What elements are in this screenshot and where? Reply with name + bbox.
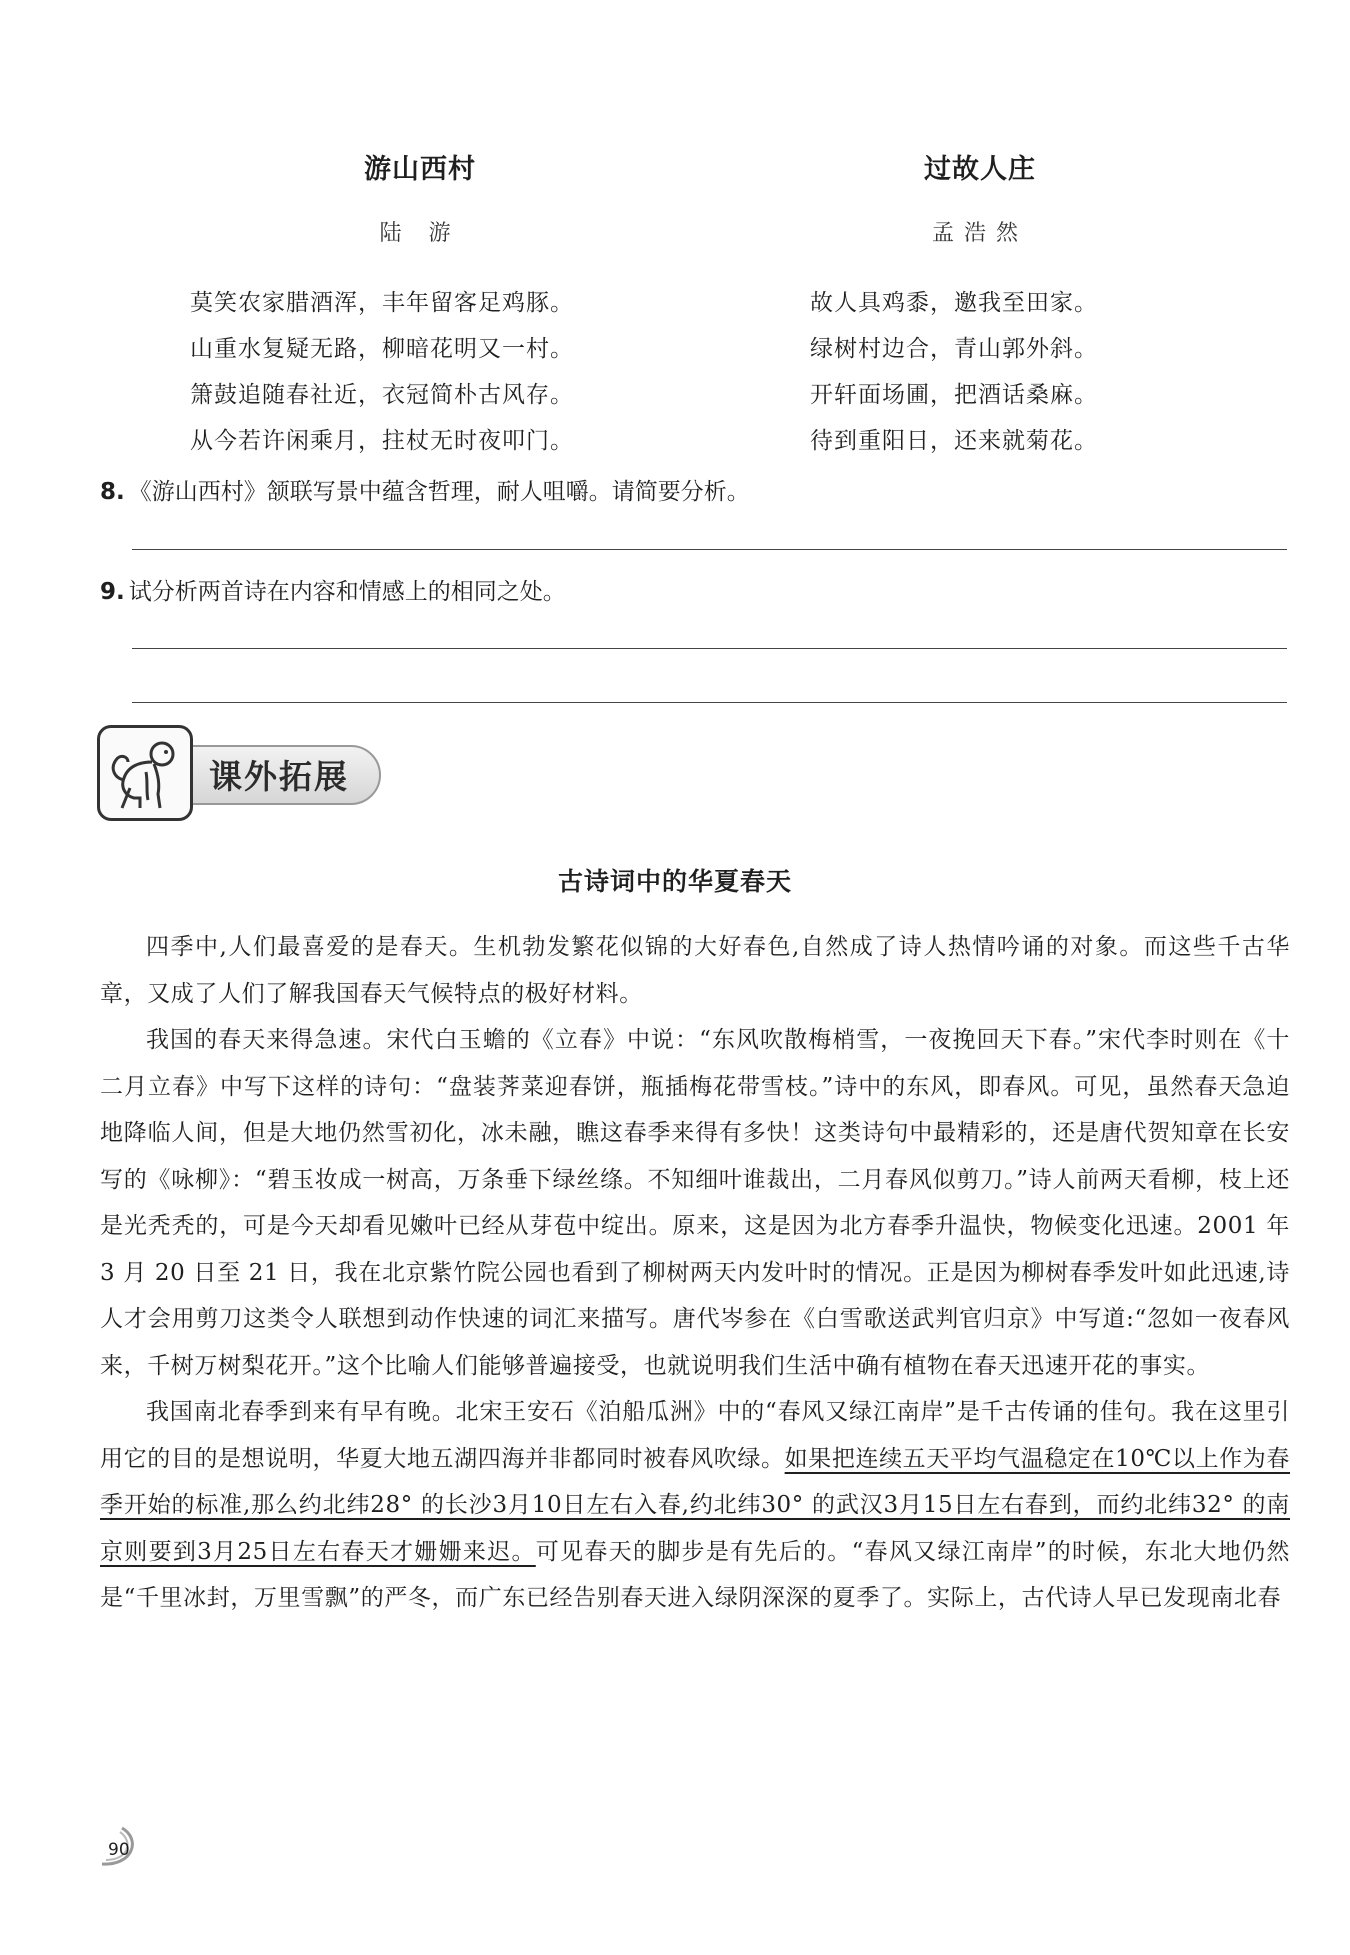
- section-banner: [97, 725, 387, 825]
- question-number: 9.: [100, 579, 125, 605]
- paragraph-text: 我国南北春季到来有早有晚。北宋王安石《泊船瓜洲》中的“春风又绿江南岸”是千古传诵的佳句。我在这里引用它的目的是想说明，华夏大地五湖四海并非都同时被春风吹绿。: [100, 1399, 1290, 1472]
- poem-lines: [190, 280, 650, 464]
- article-paragraph: 我国的春天来得急速。宋代白玉蟾的《立春》中说：“东风吹散梅梢雪，一夜挽回天下春。”宋代李时则在《十二月立春》中写下这样的诗句：“盘装荠菜迎春饼，瓶插梅花带雪枝。”诗中的东风，即春风。可见，虽然春天急迫地降临人间，但是大地仍然雪初化，冰未融，瞧这春季来得有多快！这类诗句中最精彩的，还是唐代贺知章在长安写的《咏柳》：“碧玉妆成一树高，万条垂下绿丝绦。不知细叶谁裁出，二月春风似剪刀。”诗人前两天看柳，枝上还是光秃秃的，可是今天却看见嫩叶已经从芽苞中绽出。原来，这是因为北方春季升温快，物候变化迅速。2001 年 3 月 20 日至 21 日，我在北京紫竹院公园也看到了柳树两天内发叶时的情况。正是因为柳树春季发叶如此迅速,诗人才会用剪刀这类令人联想到动作快速的词汇来描写。唐代岑参在《白雪歌送武判官归京》中写道:“忽如一夜春风来，千树万树梨花开。”这个比喻人们能够普遍接受，也就说明我们生活中确有植物在春天迅速开花的事实。: [100, 1027, 1290, 1379]
- paragraph-text: 可见春天的脚步是有先后的。“春风又绿江南岸”的时候，东北大地仍然是“千里冰封，万里雪飘”的严冬，而广东已经告别春天进入绿阴深深的夏季了。实际上，古代诗人早已发现南北春: [100, 1538, 1290, 1611]
- question-text: 《游山西村》颔联写景中蕴含哲理，耐人咀嚼。请简要分析。: [128, 479, 750, 505]
- monkey-icon: [97, 725, 193, 821]
- poem-title: 游山西村: [364, 154, 476, 185]
- poem-line: 箫鼓追随春社近，衣冠简朴古风存。: [190, 382, 574, 408]
- poem-title: 过故人庄: [924, 154, 1036, 185]
- answer-line[interactable]: [132, 648, 1287, 649]
- poem-you-shan-xi-cun: [190, 148, 650, 464]
- page-number-swirl-icon: [72, 1820, 142, 1870]
- underlined-passage: 如果把连续五天平均气温稳定在10℃以上作为春季开始的标准,那么约北纬28° 的长沙3月10日左右入春,约北纬30° 的武汉3月15日左右春到，而约北纬32° 的南京则要到3月25日左右春天才姗姗来迟。: [100, 1445, 1290, 1565]
- article-title: 古诗词中的华夏春天: [557, 867, 792, 896]
- poem-lines: [810, 280, 1150, 464]
- poem-line: 山重水复疑无路，柳暗花明又一村。: [190, 336, 574, 362]
- poem-author: 孟浩然: [931, 221, 1028, 246]
- poem-line: 故人具鸡黍，邀我至田家。: [810, 290, 1098, 316]
- article-body: [100, 924, 1290, 1622]
- poem-line: 待到重阳日，还来就菊花。: [810, 428, 1098, 454]
- poem-guo-gu-ren-zhuang: [810, 148, 1150, 464]
- section-label: 课外拓展: [209, 757, 349, 796]
- article-paragraph: 四季中,人们最喜爱的是春天。生机勃发繁花似锦的大好春色,自然成了诗人热情吟诵的对象。而这些千古华章，又成了人们了解我国春天气候特点的极好材料。: [100, 934, 1290, 1007]
- answer-line[interactable]: [132, 549, 1287, 550]
- poem-line: 莫笑农家腊酒浑，丰年留客足鸡豚。: [190, 290, 574, 316]
- question-8: [100, 473, 1290, 506]
- article-paragraph: [100, 1389, 1290, 1622]
- poem-line: 开轩面场圃，把酒话桑麻。: [810, 382, 1098, 408]
- poem-author: 陆 游: [379, 221, 461, 246]
- question-9: [100, 573, 1290, 606]
- page-number-text: 90: [108, 1840, 130, 1860]
- page-number: [72, 1820, 142, 1870]
- answer-line[interactable]: [132, 702, 1287, 703]
- poem-line: 绿树村边合，青山郭外斜。: [810, 336, 1098, 362]
- question-number: 8.: [100, 479, 125, 505]
- poem-line: 从今若许闲乘月，拄杖无时夜叩门。: [190, 428, 574, 454]
- question-text: 试分析两首诗在内容和情感上的相同之处。: [128, 579, 566, 605]
